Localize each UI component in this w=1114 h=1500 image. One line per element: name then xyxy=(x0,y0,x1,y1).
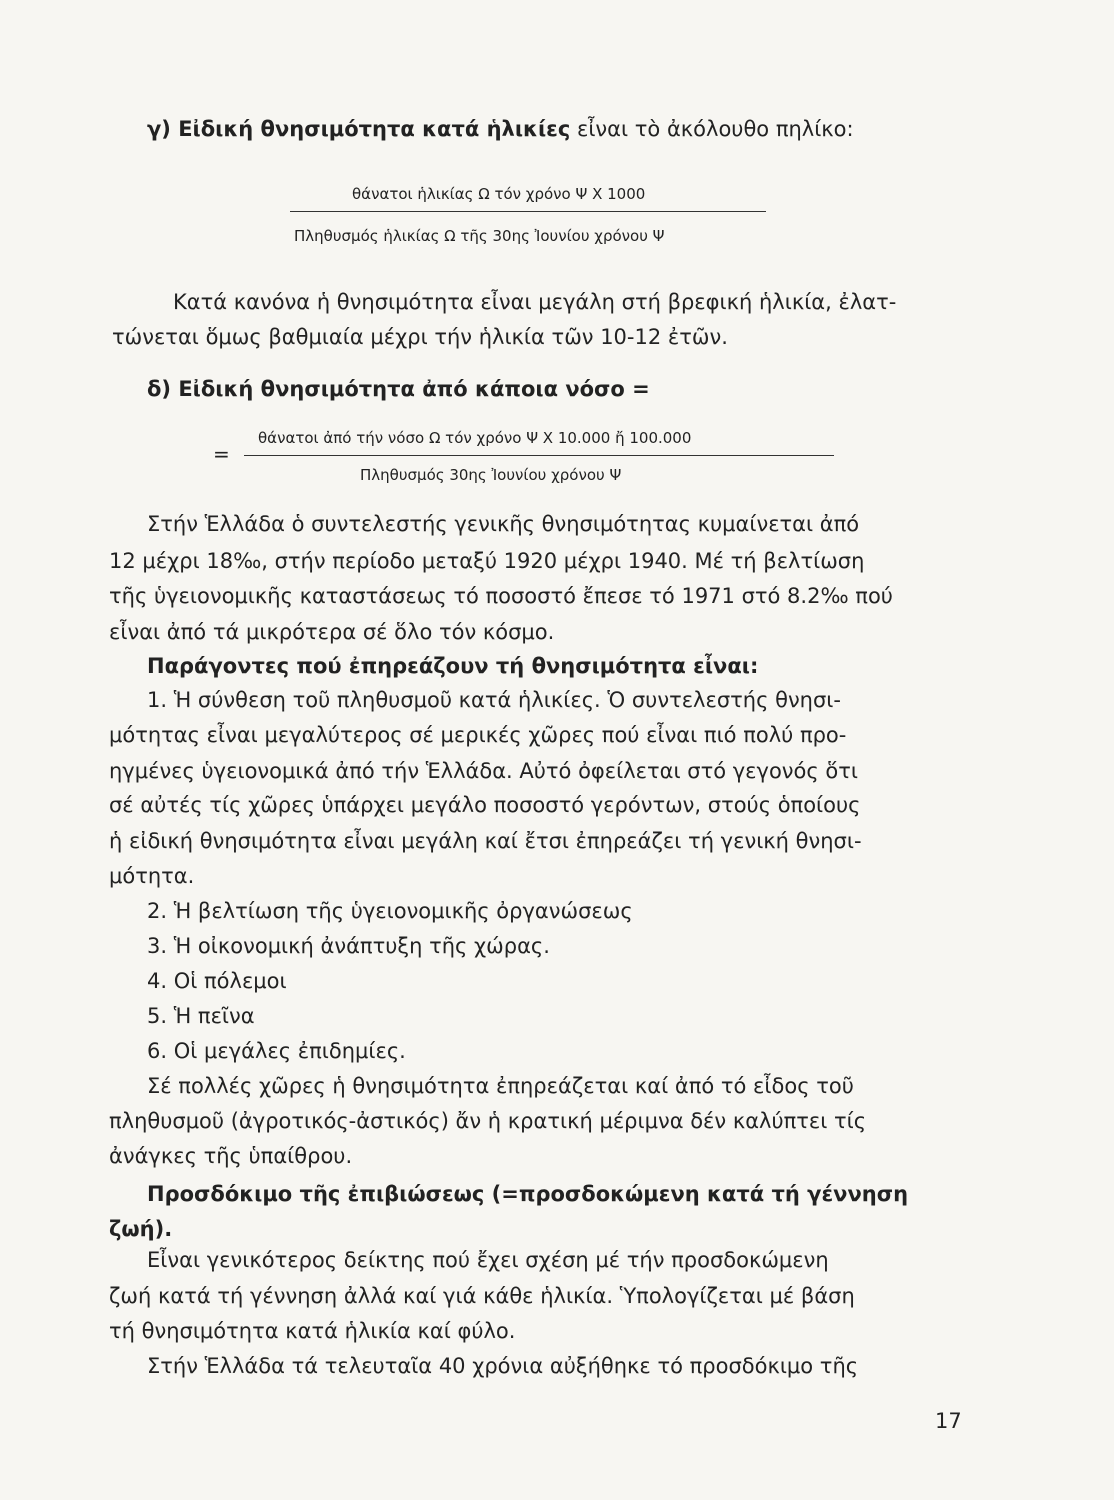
section-c-heading-line xyxy=(147,115,854,143)
section-c-text-line1 xyxy=(173,288,958,316)
factors-para-line2: πληθυσμοῦ (ἀγροτικός-ἀστικός) ἄν ἡ κρατική μέριμνα δέν καλύπτει τίς xyxy=(109,1109,867,1133)
factor-1-line4: σέ αὐτές τίς χῶρες ὑπάρχει μεγάλο ποσοστό γερόντων, στούς ὁποίους xyxy=(109,793,861,817)
life-expectancy-line3: τή θνησιμότητα κατά ἡλικία καί φύλο. xyxy=(109,1319,516,1343)
formula-d-denominator: Πληθυσμός 30ης Ἰουνίου χρόνου Ψ xyxy=(360,466,622,484)
section-c-text-line2: τώνεται ὅμως βαθμιαία μέχρι τήν ἡλικία τῶν 10-12 ἐτῶν. xyxy=(112,325,728,349)
section-c-text-line1-text: Κατά κανόνα ἡ θνησιμότητα εἶναι μεγάλη στή βρεφική ἡλικία, ἐλατ- xyxy=(173,290,897,314)
factor-3: 3. Ἡ οἰκονομική ἀνάπτυξη τῆς χώρας. xyxy=(147,934,550,958)
factor-6: 6. Οἱ μεγάλες ἐπιδημίες. xyxy=(147,1039,406,1063)
greece-line3: τῆς ὑγειονομικῆς καταστάσεως τό ποσοστό ἔπεσε τό 1971 στό 8.2‰ πού xyxy=(109,584,893,608)
formula-d-fraction-bar xyxy=(244,455,834,456)
section-d-heading: δ) Εἰδική θνησιμότητα ἀπό κάποια νόσο = xyxy=(147,377,650,401)
factor-1-line1: 1. Ἡ σύνθεση τοῦ πληθυσμοῦ κατά ἡλικίες. Ὁ συντελεστής θνησι- xyxy=(147,688,841,712)
formula-c-denominator: Πληθυσμός ἡλικίας Ω τῆς 30ης Ἰουνίου χρόνου Ψ xyxy=(294,227,665,245)
greece-line1: Στήν Ἑλλάδα ὁ συντελεστής γενικῆς θνησιμότητας κυμαίνεται ἀπό xyxy=(147,512,860,536)
factor-1-line2: μότητας εἶναι μεγαλύτερος σέ μερικές χῶρες πού εἶναι πιό πολύ προ- xyxy=(109,723,847,747)
formula-d-equals: = xyxy=(213,442,230,466)
factors-heading: Παράγοντες πού ἐπηρεάζουν τή θνησιμότητα εἶναι: xyxy=(147,654,759,678)
life-expectancy-heading-line2: ζωή). xyxy=(109,1217,173,1241)
formula-d-numerator: θάνατοι ἀπό τήν νόσο Ω τόν χρόνο Ψ X 10.000 ἤ 100.000 xyxy=(258,429,692,447)
factor-1-line5: ἡ εἰδική θνησιμότητα εἶναι μεγάλη καί ἔτσι ἐπηρεάζει τή γενική θνησι- xyxy=(109,829,862,853)
life-expectancy-line2: ζωή κατά τή γέννηση ἀλλά καί γιά κάθε ἡλικία. Ὑπολογίζεται μέ βάση xyxy=(109,1284,855,1308)
life-expectancy-line4: Στήν Ἑλλάδα τά τελευταῖα 40 χρόνια αὐξήθηκε τό προσδόκιμο τῆς xyxy=(147,1354,859,1378)
life-expectancy-heading-line1: Προσδόκιμο τῆς ἐπιβιώσεως (=προσδοκώμενη κατά τή γέννηση xyxy=(147,1182,909,1206)
page-number: 17 xyxy=(935,1409,962,1433)
formula-c-fraction-bar xyxy=(290,211,766,212)
factor-1-line6: μότητα. xyxy=(109,864,195,888)
formula-c-numerator: θάνατοι ἡλικίας Ω τόν χρόνο Ψ X 1000 xyxy=(352,185,646,203)
factor-4: 4. Οἱ πόλεμοι xyxy=(147,969,287,993)
factor-1-line3: ηγμένες ὑγειονομικά ἀπό τήν Ἑλλάδα. Αὐτό ὀφείλεται στό γεγονός ὅτι xyxy=(109,759,858,783)
section-c-heading: γ) Εἰδική θνησιμότητα κατά ἡλικίες xyxy=(147,117,571,141)
factors-para-line1: Σέ πολλές χῶρες ἡ θνησιμότητα ἐπηρεάζεται καί ἀπό τό εἶδος τοῦ xyxy=(147,1074,854,1098)
life-expectancy-line1: Εἶναι γενικότερος δείκτης πού ἔχει σχέση μέ τήν προσδοκώμενη xyxy=(147,1248,829,1272)
factors-para-line3: ἀνάγκες τῆς ὑπαίθρου. xyxy=(109,1144,353,1168)
section-c-heading-rest: εἶναι τὸ ἀκόλουθο πηλίκο: xyxy=(576,117,854,141)
factor-2: 2. Ἡ βελτίωση τῆς ὑγειονομικῆς ὀργανώσεως xyxy=(147,899,633,923)
greece-line2: 12 μέχρι 18‰, στήν περίοδο μεταξύ 1920 μέχρι 1940. Μέ τή βελτίωση xyxy=(109,549,865,573)
greece-line4: εἶναι ἀπό τά μικρότερα σέ ὅλο τόν κόσμο. xyxy=(109,620,555,644)
factor-5: 5. Ἡ πεῖνα xyxy=(147,1004,255,1028)
